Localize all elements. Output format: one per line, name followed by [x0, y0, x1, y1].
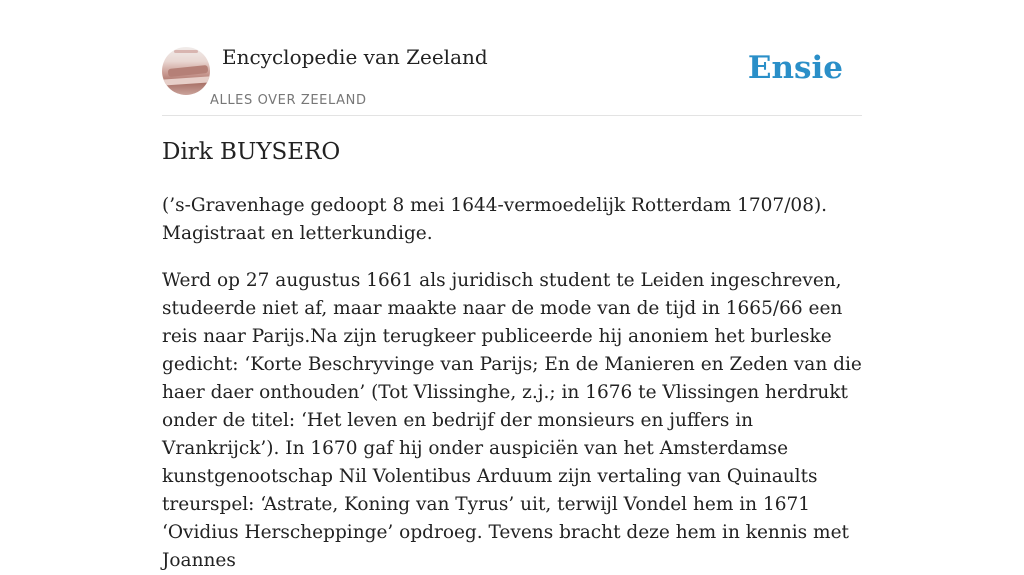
site-header — [162, 0, 862, 116]
avatar-detail — [162, 76, 210, 85]
site-avatar[interactable] — [162, 47, 210, 95]
site-subtitle: ALLES OVER ZEELAND — [210, 93, 367, 108]
site-title[interactable]: Encyclopedie van Zeeland — [222, 45, 488, 69]
avatar-detail — [174, 50, 198, 53]
article-paragraph: Werd op 27 augustus 1661 als juridisch student te Leiden ingeschreven, studeerde niet af, maar maakte naar de mode van de tijd in 1665/66 een reis naar Parijs.Na zijn terugkeer publiceerde hij anoniem het burleske gedicht: ‘Korte Beschryvinge van Parijs; En de Manieren en Zeden van die haer daer onthouden’ (Tot Vlissinghe, z.j.; in 1676 te Vlissingen herdrukt onder de titel: ‘Het leven en bedrijf der monsieurs en juffers in Vrankrijck’). In 1670 gaf hij onder auspiciën van het Amsterdamse kunstgenootschap Nil Volentibus Arduum zijn vertaling van Quinaults treurspel: ‘Astrate, Koning van Tyrus’ uit, terwijl Vondel hem in 1671 ‘Ovidius Herscheppinge’ opdroeg. Tevens bracht deze hem in kennis met Joannes — [162, 270, 862, 571]
brand-logo[interactable]: Ensie — [747, 50, 843, 86]
avatar-detail — [168, 65, 209, 77]
page — [162, 0, 862, 571]
article-paragraph: (’s-Gravenhage gedoopt 8 mei 1644-vermoedelijk Rotterdam 1707/08). Magistraat en letterkundige. — [162, 195, 828, 244]
article-title: Dirk BUYSERO — [162, 139, 341, 165]
